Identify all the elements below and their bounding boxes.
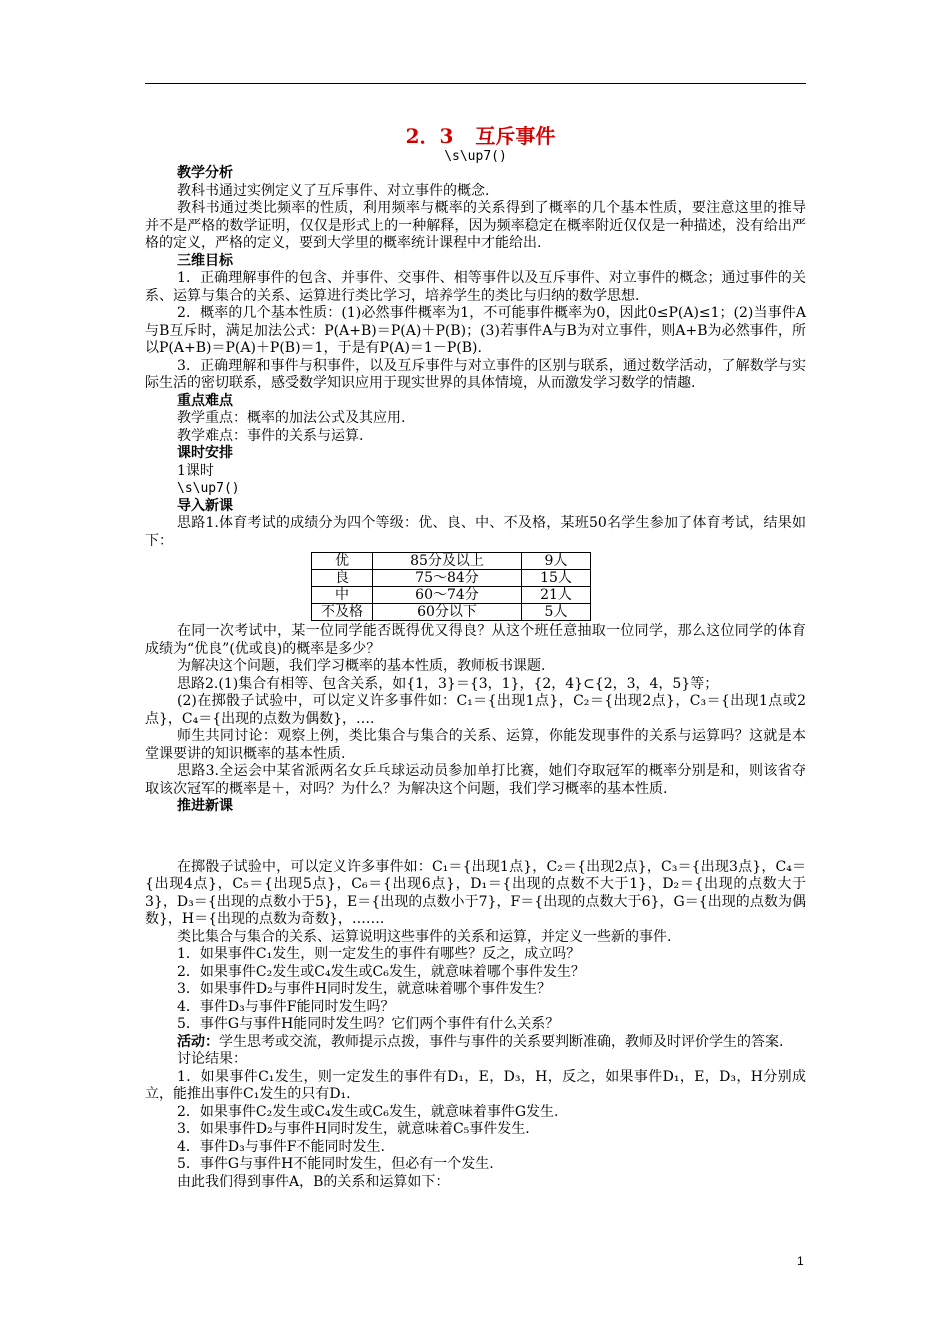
question-item: 3．如果事件D₂与事件H同时发生，就意味着哪个事件发生？ <box>177 981 551 997</box>
paragraph: 3．正确理解和事件与积事件，以及互斥事件与对立事件的区别与联系，通过数学活动，了解数学与实际生活的密切联系，感受数学知识应用于现实世界的具体情境，从而激发学习数学的情趣. <box>145 357 806 391</box>
question-item: 5．事件G与事件H能同时发生吗？它们两个事件有什么关系？ <box>177 1016 560 1032</box>
activity-label: 活动： <box>177 1033 219 1050</box>
paragraph: 2．概率的几个基本性质：(1)必然事件概率为1，不可能事件概率为0，因此0≤P(A)≤1；(2)当事件A与B互斥时，满足加法公式：P(A+B)＝P(A)＋P(B)；(3)若事件A与B为对立事件，则A+B为必然事件，所以P(A+B)＝P(A)＋P(B)＝1，于是有P(A)＝1－P(B). <box>145 305 806 356</box>
key-point-line: 教学难点：事件的关系与运算. <box>177 427 364 444</box>
table-cell: 中 <box>312 587 373 604</box>
paragraph: 在同一次考试中，某一位同学能否既得优又得良？从这个班任意抽取一位同学，那么这位同学的体育成绩为“优良”(优或良)的概率是多少？ <box>145 623 806 657</box>
field-code: \s\up7() <box>177 481 240 496</box>
section-number: 2．3 <box>405 124 454 148</box>
paragraph: 教科书通过类比频率的性质，利用频率与概率的关系得到了概率的几个基本性质，要注意这里的推导并不是严格的数学证明，仅仅是形式上的一种解释，因为频率稳定在概率附近仅仅是一种描述，没有给出严格的定义，严格的定义，要到大学里的概率统计课程中才能给出. <box>145 200 806 251</box>
table-cell: 9人 <box>522 553 591 570</box>
page-body <box>145 124 806 1191</box>
table-cell: 不及格 <box>312 604 373 621</box>
blank-space <box>145 816 806 859</box>
heading-goals: 三维目标 <box>177 252 233 269</box>
activity-paragraph <box>145 1034 806 1052</box>
paragraph: 思路2.(1)集合有相等、包含关系，如{1，3}＝{3，1}，{2，4}⊂{2，3，4，5}等； <box>177 675 719 692</box>
table-cell: 21人 <box>522 587 591 604</box>
result-item: 1．如果事件C₁发生，则一定发生的事件有D₁，E，D₃，H，反之，如果事件D₁，E，D₃，H分别成立，能推出事件C₁发生的只有D₁. <box>145 1068 806 1102</box>
header-rule <box>145 83 806 84</box>
table-cell: 5人 <box>522 604 591 621</box>
result-item: 4．事件D₃与事件F不能同时发生. <box>177 1138 385 1155</box>
table-cell: 60～74分 <box>373 587 522 604</box>
table-cell: 85分及以上 <box>373 553 522 570</box>
table-row <box>312 604 591 621</box>
field-code: \s\up7() <box>444 149 507 164</box>
table-cell: 75～84分 <box>373 570 522 587</box>
grades-table <box>311 552 591 621</box>
key-point-line: 教学重点：概率的加法公式及其应用. <box>177 410 406 426</box>
page-title <box>155 124 806 148</box>
heading-intro: 导入新课 <box>177 497 233 514</box>
heading-teaching-analysis: 教学分析 <box>177 165 233 181</box>
question-item: 4．事件D₃与事件F能同时发生吗？ <box>177 998 395 1015</box>
question-item: 1．如果事件C₁发生，则一定发生的事件有哪些？反之，成立吗？ <box>177 946 581 962</box>
paragraph: 教科书通过实例定义了互斥事件、对立事件的概念. <box>177 182 490 199</box>
schedule-value: 1课时 <box>177 462 214 479</box>
heading-key-points: 重点难点 <box>177 392 233 409</box>
heading-new-lesson: 推进新课 <box>177 798 233 814</box>
result-item: 2．如果事件C₂发生或C₄发生或C₆发生，就意味着事件G发生. <box>177 1103 559 1120</box>
table-cell: 良 <box>312 570 373 587</box>
result-item: 5．事件G与事件H不能同时发生，但必有一个发生. <box>177 1156 494 1172</box>
section-title: 互斥事件 <box>475 124 556 148</box>
closing-line: 由此我们得到事件A，B的关系和运算如下： <box>177 1173 450 1190</box>
table-row <box>312 553 591 570</box>
table-row <box>312 587 591 604</box>
paragraph: 在掷骰子试验中，可以定义许多事件如：C₁＝{出现1点}，C₂＝{出现2点}，C₃＝{出现3点}，C₄＝{出现4点}，C₅＝{出现5点}，C₆＝{出现6点}，D₁＝{出现的点数不大于1}，D₂＝{出现的点数大于3}，D₃＝{出现的点数小于5}，E＝{出现的点数小于7}，F＝{出现的点数大于6}，G＝{出现的点数为偶数}，H＝{出现的点数为奇数}，……. <box>145 858 806 927</box>
paragraph: 师生共同讨论：观察上例，类比集合与集合的关系、运算，你能发现事件的关系与运算吗？这就是本堂课要讲的知识概率的基本性质. <box>145 728 806 762</box>
paragraph: (2)在掷骰子试验中，可以定义许多事件如：C₁＝{出现1点}，C₂＝{出现2点}，C₃＝{出现1点或2点}，C₄＝{出现的点数为偶数}，…. <box>145 693 806 727</box>
table-cell: 优 <box>312 553 373 570</box>
question-item: 2．如果事件C₂发生或C₄发生或C₆发生，就意味着哪个事件发生？ <box>177 963 585 980</box>
paragraph: 思路1.体育考试的成绩分为四个等级：优、良、中、不及格，某班50名学生参加了体育考试，结果如下： <box>145 515 806 549</box>
result-item: 3．如果事件D₂与事件H同时发生，就意味着C₅事件发生. <box>177 1121 530 1137</box>
table-cell: 60分以下 <box>373 604 522 621</box>
results-heading: 讨论结果： <box>177 1051 247 1067</box>
paragraph: 为解决这个问题，我们学习概率的基本性质，教师板书课题. <box>177 658 546 674</box>
table-cell: 15人 <box>522 570 591 587</box>
table-row <box>312 570 591 587</box>
page-number: 1 <box>797 1254 804 1268</box>
heading-schedule: 课时安排 <box>177 445 233 461</box>
activity-text: 学生思考或交流，教师提示点拨，事件与事件的关系要判断准确，教师及时评价学生的答案. <box>219 1033 784 1050</box>
paragraph: 类比集合与集合的关系、运算说明这些事件的关系和运算，并定义一些新的事件. <box>177 928 672 945</box>
paragraph: 思路3.全运会中某省派两名女乒乓球运动员参加单打比赛，她们夺取冠军的概率分别是和，则该省夺取该次冠军的概率是＋，对吗？为什么？为解决这个问题，我们学习概率的基本性质. <box>145 763 806 797</box>
paragraph: 1．正确理解事件的包含、并事件、交事件、相等事件以及互斥事件、对立事件的概念；通过事件的关系、运算与集合的关系、运算进行类比学习，培养学生的类比与归纳的数学思想. <box>145 270 806 304</box>
